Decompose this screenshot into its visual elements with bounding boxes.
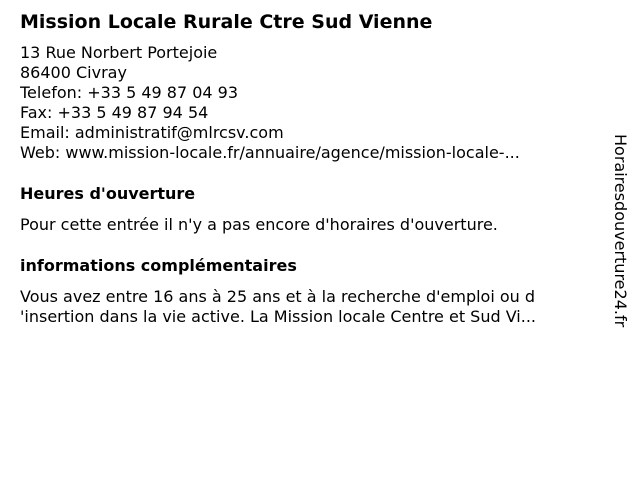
additional-info-heading: informations complémentaires: [20, 256, 297, 275]
business-details: [20, 10, 590, 327]
address-street: 13 Rue Norbert Portejoie: [20, 43, 218, 62]
opening-hours-heading: Heures d'ouverture: [20, 184, 196, 203]
additional-info-line-1: Vous avez entre 16 ans à 25 ans et à la recherche d'emploi ou d: [20, 287, 536, 306]
address-city: 86400 Civray: [20, 63, 127, 82]
business-name: Mission Locale Rurale Ctre Sud Vienne: [20, 11, 433, 33]
phone-number: Telefon: +33 5 49 87 04 93: [20, 83, 239, 102]
opening-hours-text: Pour cette entrée il n'y a pas encore d'horaires d'ouverture.: [20, 215, 498, 234]
site-brand-watermark: [610, 134, 640, 374]
additional-info-line-2: 'insertion dans la vie active. La Mission locale Centre et Sud Vi...: [20, 307, 537, 326]
email-address: Email: administratif@mlrcsv.com: [20, 123, 284, 142]
site-brand-text: Horairesdouverture24.fr: [611, 134, 630, 328]
additional-info-text: [20, 287, 590, 327]
website-url: Web: www.mission-locale.fr/annuaire/agence/mission-locale-...: [20, 143, 520, 162]
fax-number: Fax: +33 5 49 87 94 54: [20, 103, 209, 122]
